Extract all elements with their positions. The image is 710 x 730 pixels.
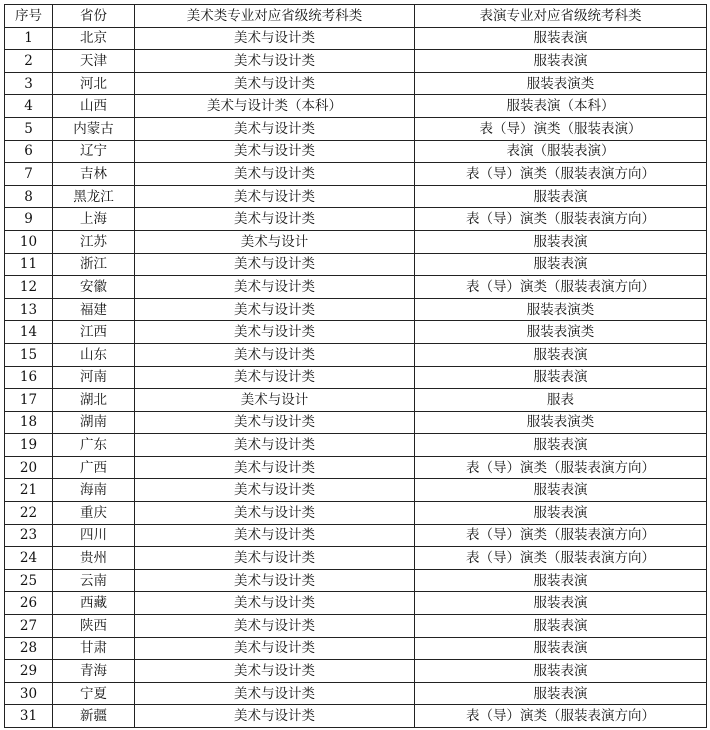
table-row bbox=[5, 208, 707, 231]
cell-performance-category: 服装表演 bbox=[415, 682, 707, 705]
cell-art-category: 美术与设计类 bbox=[135, 479, 415, 502]
cell-art-category: 美术与设计类 bbox=[135, 298, 415, 321]
cell-province: 北京 bbox=[53, 27, 135, 50]
table-row bbox=[5, 321, 707, 344]
table-row bbox=[5, 140, 707, 163]
cell-art-category: 美术与设计 bbox=[135, 389, 415, 412]
cell-index: 24 bbox=[5, 547, 53, 570]
table-row bbox=[5, 50, 707, 73]
cell-province: 内蒙古 bbox=[53, 117, 135, 140]
cell-art-category: 美术与设计类 bbox=[135, 456, 415, 479]
cell-index: 2 bbox=[5, 50, 53, 73]
cell-province: 四川 bbox=[53, 524, 135, 547]
cell-province: 甘肃 bbox=[53, 637, 135, 660]
cell-performance-category: 服装表演 bbox=[415, 569, 707, 592]
cell-index: 12 bbox=[5, 276, 53, 299]
cell-art-category: 美术与设计类 bbox=[135, 163, 415, 186]
cell-performance-category: 表（导）演类（服装表演） bbox=[415, 117, 707, 140]
cell-art-category: 美术与设计类 bbox=[135, 208, 415, 231]
cell-performance-category: 表（导）演类（服装表演方向） bbox=[415, 456, 707, 479]
table-row bbox=[5, 569, 707, 592]
table-row bbox=[5, 547, 707, 570]
table-row bbox=[5, 434, 707, 457]
table-row bbox=[5, 479, 707, 502]
cell-performance-category: 服装表演 bbox=[415, 434, 707, 457]
cell-performance-category: 服装表演类 bbox=[415, 72, 707, 95]
cell-province: 新疆 bbox=[53, 705, 135, 728]
cell-province: 江西 bbox=[53, 321, 135, 344]
cell-province: 山西 bbox=[53, 95, 135, 118]
cell-index: 7 bbox=[5, 163, 53, 186]
cell-performance-category: 服装表演类 bbox=[415, 298, 707, 321]
cell-index: 4 bbox=[5, 95, 53, 118]
cell-performance-category: 表（导）演类（服装表演方向） bbox=[415, 276, 707, 299]
table-row bbox=[5, 456, 707, 479]
cell-performance-category: 服装表演（本科） bbox=[415, 95, 707, 118]
table-row bbox=[5, 163, 707, 186]
cell-art-category: 美术与设计类 bbox=[135, 682, 415, 705]
cell-art-category: 美术与设计类 bbox=[135, 140, 415, 163]
table-row bbox=[5, 389, 707, 412]
cell-index: 22 bbox=[5, 502, 53, 525]
cell-index: 21 bbox=[5, 479, 53, 502]
cell-province: 天津 bbox=[53, 50, 135, 73]
cell-index: 20 bbox=[5, 456, 53, 479]
table-row bbox=[5, 682, 707, 705]
cell-performance-category: 服装表演 bbox=[415, 479, 707, 502]
cell-index: 16 bbox=[5, 366, 53, 389]
cell-art-category: 美术与设计类 bbox=[135, 660, 415, 683]
cell-index: 31 bbox=[5, 705, 53, 728]
table-row bbox=[5, 637, 707, 660]
cell-performance-category: 服装表演 bbox=[415, 660, 707, 683]
cell-art-category: 美术与设计类 bbox=[135, 50, 415, 73]
table-row bbox=[5, 276, 707, 299]
cell-art-category: 美术与设计类 bbox=[135, 502, 415, 525]
cell-province: 重庆 bbox=[53, 502, 135, 525]
cell-province: 浙江 bbox=[53, 253, 135, 276]
cell-performance-category: 服装表演 bbox=[415, 615, 707, 638]
table-row bbox=[5, 27, 707, 50]
cell-art-category: 美术与设计类 bbox=[135, 547, 415, 570]
table-row bbox=[5, 502, 707, 525]
cell-performance-category: 服装表演 bbox=[415, 185, 707, 208]
cell-province: 贵州 bbox=[53, 547, 135, 570]
cell-performance-category: 表（导）演类（服装表演方向） bbox=[415, 163, 707, 186]
table-row bbox=[5, 592, 707, 615]
cell-art-category: 美术与设计类 bbox=[135, 253, 415, 276]
cell-province: 湖北 bbox=[53, 389, 135, 412]
cell-performance-category: 服装表演类 bbox=[415, 321, 707, 344]
cell-art-category: 美术与设计类 bbox=[135, 276, 415, 299]
cell-art-category: 美术与设计类 bbox=[135, 592, 415, 615]
cell-performance-category: 表演（服装表演） bbox=[415, 140, 707, 163]
cell-art-category: 美术与设计类 bbox=[135, 569, 415, 592]
cell-province: 云南 bbox=[53, 569, 135, 592]
cell-index: 30 bbox=[5, 682, 53, 705]
cell-art-category: 美术与设计类 bbox=[135, 434, 415, 457]
cell-province: 河南 bbox=[53, 366, 135, 389]
cell-index: 27 bbox=[5, 615, 53, 638]
cell-performance-category: 表（导）演类（服装表演方向） bbox=[415, 547, 707, 570]
cell-performance-category: 服装表演 bbox=[415, 502, 707, 525]
table-row bbox=[5, 615, 707, 638]
cell-index: 26 bbox=[5, 592, 53, 615]
cell-province: 辽宁 bbox=[53, 140, 135, 163]
province-exam-category-table bbox=[4, 4, 707, 728]
cell-performance-category: 服装表演 bbox=[415, 50, 707, 73]
table-row bbox=[5, 72, 707, 95]
cell-index: 28 bbox=[5, 637, 53, 660]
cell-art-category: 美术与设计类 bbox=[135, 637, 415, 660]
cell-province: 广西 bbox=[53, 456, 135, 479]
table-row bbox=[5, 230, 707, 253]
cell-performance-category: 表（导）演类（服装表演方向） bbox=[415, 524, 707, 547]
cell-index: 10 bbox=[5, 230, 53, 253]
cell-index: 29 bbox=[5, 660, 53, 683]
cell-province: 宁夏 bbox=[53, 682, 135, 705]
cell-art-category: 美术与设计类 bbox=[135, 27, 415, 50]
cell-index: 25 bbox=[5, 569, 53, 592]
cell-province: 海南 bbox=[53, 479, 135, 502]
cell-province: 西藏 bbox=[53, 592, 135, 615]
cell-province: 安徽 bbox=[53, 276, 135, 299]
cell-index: 8 bbox=[5, 185, 53, 208]
cell-performance-category: 服装表演 bbox=[415, 230, 707, 253]
cell-index: 5 bbox=[5, 117, 53, 140]
cell-index: 13 bbox=[5, 298, 53, 321]
cell-index: 18 bbox=[5, 411, 53, 434]
cell-performance-category: 服装表演 bbox=[415, 253, 707, 276]
cell-province: 黑龙江 bbox=[53, 185, 135, 208]
cell-province: 山东 bbox=[53, 343, 135, 366]
table-row bbox=[5, 95, 707, 118]
table-row bbox=[5, 343, 707, 366]
cell-performance-category: 表（导）演类（服装表演方向） bbox=[415, 208, 707, 231]
cell-art-category: 美术与设计类 bbox=[135, 411, 415, 434]
header-index: 序号 bbox=[5, 5, 53, 28]
table-row bbox=[5, 705, 707, 728]
cell-province: 青海 bbox=[53, 660, 135, 683]
table-body bbox=[5, 27, 707, 727]
cell-index: 14 bbox=[5, 321, 53, 344]
cell-index: 3 bbox=[5, 72, 53, 95]
table-row bbox=[5, 660, 707, 683]
cell-index: 6 bbox=[5, 140, 53, 163]
cell-performance-category: 表（导）演类（服装表演方向） bbox=[415, 705, 707, 728]
cell-art-category: 美术与设计类 bbox=[135, 705, 415, 728]
header-performance-category: 表演专业对应省级统考科类 bbox=[415, 5, 707, 28]
table-row bbox=[5, 524, 707, 547]
cell-performance-category: 服装表演类 bbox=[415, 411, 707, 434]
cell-performance-category: 服装表演 bbox=[415, 27, 707, 50]
table-row bbox=[5, 117, 707, 140]
cell-performance-category: 服表 bbox=[415, 389, 707, 412]
table-header-row bbox=[5, 5, 707, 28]
cell-index: 19 bbox=[5, 434, 53, 457]
cell-index: 11 bbox=[5, 253, 53, 276]
header-art-category: 美术类专业对应省级统考科类 bbox=[135, 5, 415, 28]
table-row bbox=[5, 366, 707, 389]
table-row bbox=[5, 253, 707, 276]
table-row bbox=[5, 185, 707, 208]
header-province: 省份 bbox=[53, 5, 135, 28]
cell-province: 上海 bbox=[53, 208, 135, 231]
cell-index: 23 bbox=[5, 524, 53, 547]
cell-art-category: 美术与设计类（本科） bbox=[135, 95, 415, 118]
cell-province: 福建 bbox=[53, 298, 135, 321]
cell-performance-category: 服装表演 bbox=[415, 592, 707, 615]
table-row bbox=[5, 411, 707, 434]
cell-province: 陕西 bbox=[53, 615, 135, 638]
cell-art-category: 美术与设计类 bbox=[135, 321, 415, 344]
cell-performance-category: 服装表演 bbox=[415, 366, 707, 389]
cell-province: 吉林 bbox=[53, 163, 135, 186]
cell-art-category: 美术与设计类 bbox=[135, 615, 415, 638]
cell-province: 河北 bbox=[53, 72, 135, 95]
cell-index: 9 bbox=[5, 208, 53, 231]
cell-index: 15 bbox=[5, 343, 53, 366]
cell-art-category: 美术与设计类 bbox=[135, 524, 415, 547]
cell-art-category: 美术与设计类 bbox=[135, 366, 415, 389]
cell-performance-category: 服装表演 bbox=[415, 637, 707, 660]
cell-index: 17 bbox=[5, 389, 53, 412]
cell-province: 江苏 bbox=[53, 230, 135, 253]
cell-art-category: 美术与设计类 bbox=[135, 343, 415, 366]
cell-art-category: 美术与设计类 bbox=[135, 185, 415, 208]
cell-performance-category: 服装表演 bbox=[415, 343, 707, 366]
cell-art-category: 美术与设计 bbox=[135, 230, 415, 253]
cell-index: 1 bbox=[5, 27, 53, 50]
cell-art-category: 美术与设计类 bbox=[135, 72, 415, 95]
cell-province: 广东 bbox=[53, 434, 135, 457]
cell-province: 湖南 bbox=[53, 411, 135, 434]
table-row bbox=[5, 298, 707, 321]
cell-art-category: 美术与设计类 bbox=[135, 117, 415, 140]
